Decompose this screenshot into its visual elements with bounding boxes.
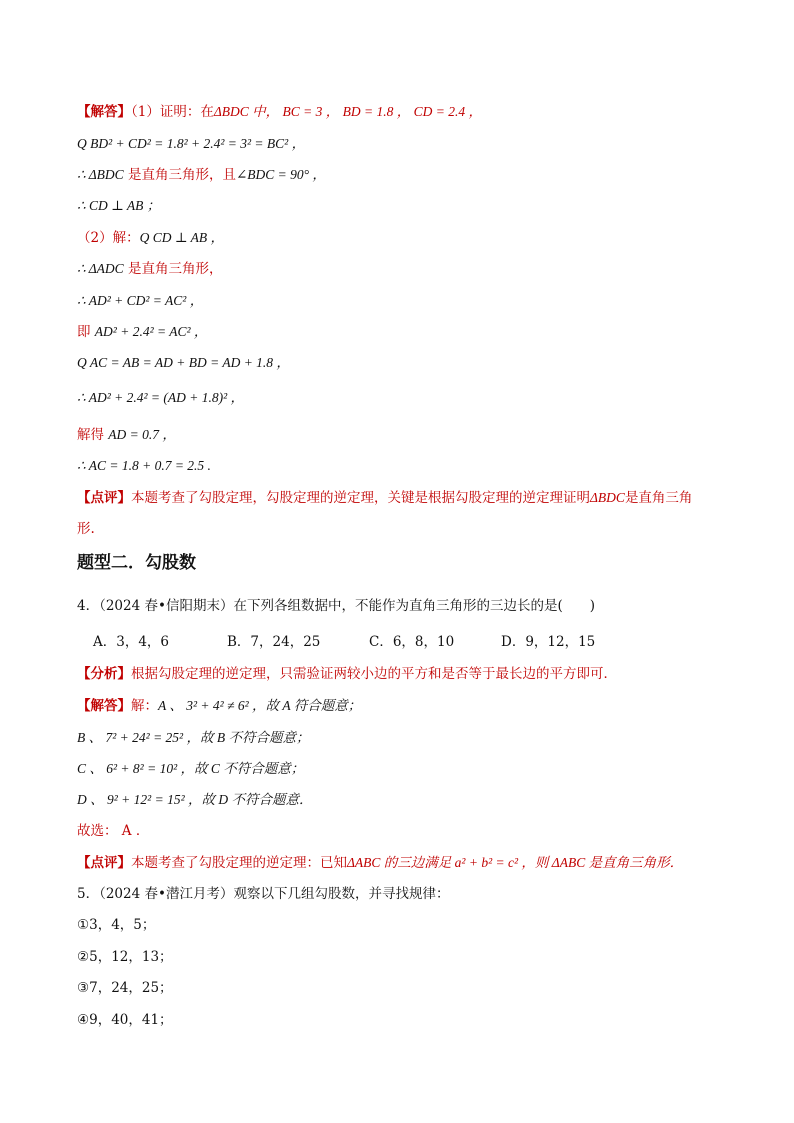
solution-line-2: Q BD² + CD² = 1.8² + 2.4² = 3² = BC² ， bbox=[77, 136, 306, 151]
option-a: A．3，4，6 bbox=[93, 634, 170, 650]
q5-stem: 5．（2024 春•潜江月考）观察以下几组勾股数，并寻找规律： bbox=[77, 886, 450, 902]
solution-tag: 【解答】 bbox=[77, 104, 131, 120]
q4-answer-line-1: 【解答】解：A 、 3² + 4² ≠ 6² ，故 A 符合题意； bbox=[77, 698, 362, 714]
option-c: C．6，8，10 bbox=[369, 634, 455, 650]
section-heading: 题型二．勾股数 bbox=[77, 553, 196, 573]
solution-line-1 bbox=[77, 102, 482, 122]
q5-item-3: ③7，24，25； bbox=[77, 980, 173, 996]
solution-line-8: 即 AD² + 2.4² = AC² ， bbox=[77, 324, 208, 340]
proof-intro: （1）证明：在 bbox=[131, 104, 214, 120]
solution-line-6: ∴ ΔADC 是直角三角形， bbox=[77, 261, 223, 277]
q4-answer-line-4: D 、 9² + 12² = 15² ，故 D 不符合题意． bbox=[77, 792, 313, 807]
q5-item-1: ①3，4，5； bbox=[77, 917, 156, 933]
comment-line-2: 形. bbox=[77, 521, 95, 537]
solution-line-3: ∴ ΔBDC 是直角三角形，且∠BDC = 90° ， bbox=[77, 167, 326, 183]
comment-line-1: 【点评】本题考查了勾股定理，勾股定理的逆定理，关键是根据勾股定理的逆定理证明ΔBDC是直角三角 bbox=[77, 490, 693, 506]
q4-stem: 4．（2024 春•信阳期末）在下列各组数据中，不能作为直角三角形的三边长的是( ) bbox=[77, 598, 595, 614]
solution-line-10: ∴ AD² + 2.4² = (AD + 1.8)² ， bbox=[77, 390, 245, 405]
q4-comment: 【点评】本题考查了勾股定理的逆定理：已知ΔABC 的三边满足 a² + b² = c² ，则 ΔABC 是直角三角形． bbox=[77, 855, 684, 871]
q5-item-4: ④9，40，41； bbox=[77, 1012, 173, 1028]
solution-line-9: Q AC = AB = AD + BD = AD + 1.8 ， bbox=[77, 355, 290, 370]
q5-item-2: ②5，12，13； bbox=[77, 949, 173, 965]
option-b: B．7，24，25 bbox=[227, 634, 321, 650]
option-d: D．9，12，15 bbox=[501, 634, 596, 650]
q4-analysis: 【分析】根据勾股定理的逆定理，只需验证两较小边的平方和是否等于最长边的平方即可． bbox=[77, 666, 617, 682]
comment-tag: 【点评】 bbox=[77, 490, 131, 506]
q4-answer-line-2: B 、 7² + 24² = 25² ，故 B 不符合题意； bbox=[77, 730, 310, 745]
solution-line-5: （2）解：Q CD ⊥ AB ， bbox=[77, 230, 225, 246]
q4-answer-line-3: C 、 6² + 8² = 10² ，故 C 不符合题意； bbox=[77, 761, 305, 776]
q4-choice: 故选： A ． bbox=[77, 823, 150, 839]
solution-line-12: ∴ AC = 1.8 + 0.7 = 2.5 . bbox=[77, 458, 211, 473]
solution-line-11: 解得 AD = 0.7 ， bbox=[77, 427, 176, 443]
solution-line-7: ∴ AD² + CD² = AC² ， bbox=[77, 293, 204, 308]
solution-line-4: ∴ CD ⊥ AB ； bbox=[77, 198, 161, 213]
given-values: ΔBDC 中， BC = 3 ， BD = 1.8 ， CD = 2.4 ， bbox=[213, 104, 482, 119]
